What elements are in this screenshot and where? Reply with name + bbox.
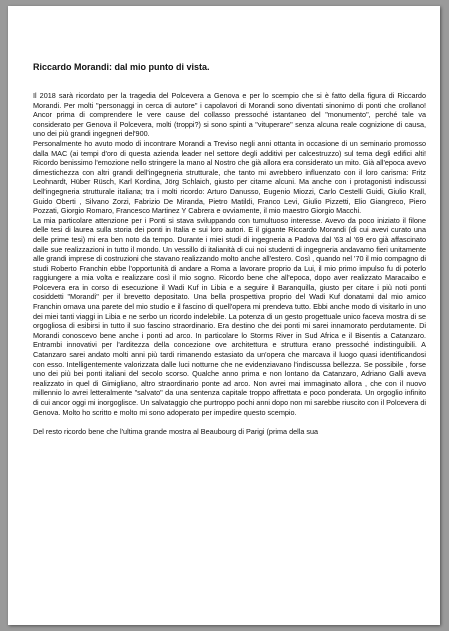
paragraph: Del resto ricordo bene che l'ultima grande mostra al Beaubourg di Parigi (prima della sua — [33, 427, 319, 437]
paragraph: La mia particolare attenzione per i Ponti si stava sviluppando con tumultuoso interesse. Avevo da poco iniziato il filone delle tesi di laurea sulla storia dei ponti in Italia e sui loro autori. E il gigante Riccardo Morandi (di cui avevi curato una delle prime tesi) mi era ben noto da tempo. Durante i miei studi di ingegneria a Padova dal '63 al '69 ero già affascinato dalle sue realizzazioni in tutto il mondo. Un vessillo di italianità di cui noi studenti di ingegneria andavamo fieri unitamente alle grandi imprese di costruzioni che stavano realizzando molto anche all'estero. Così , quando nel '70 il mio compagno di studi Roberto Franchin ebbe l'opportunità di andare a Roma a lavorare proprio da Lui, il mio primo impulso fu di poterlo raggiungere a mia volta e realizzare così il mio sogno. Ricordo bene che all'epoca, dopo aver realizzato Maracaibo e Polcevera era in corso di esecuzione il Wadi Kuf in Libia e a seguire il Baranquilla, giusto per citare i più noti ponti cosiddetti "Morandi" per il brevetto depositato. Una bella prospettiva proprio del Wadi Kuf donatami dal mio amico Franchin ornava una parete del mio studio e il fascino di quell'opera mi prendeva tutto. Ebbi anche modo di visitarlo in uno dei miei tanti viaggi in Libia e ne serbo un ricordo indelebile. La potenza di un gesto progettuale unico faceva mostra di se orgogliosa di esibirsi in tutto il suo fascino straordinario. Era destino che dei ponti mi sarei innamorato perdutamente. Di Morandi conoscevo bene anche i ponti ad arco. In particolare lo Storms River in Sud Africa e il Bisentis a Catanzaro. Entrambi innovativi per l'arditezza della concezione ove architettura e struttura erano pressoché indistinguibili. A Catanzaro sarei andato molti anni più tardi rimanendo estasiato da un'opera che marcava il luogo quasi identificandosi con esso. Intelligentemente valorizzata dalle luci notturne che ne evidenziavano l'indiscussa bellezza. Se possibile , forse uno dei più bei ponti italiani del secolo scorso. Qualche anno prima e non lontano da Catanzaro, Adriano Galli aveva realizzato in quel di Gimigliano, altro straordinario ponte ad arco. Non avrei mai immaginato allora , che con il nuovo millennio lo avrei letteralmente "salvato" da una sentenza capitale troppo affrettata e poco ponderata. Un orgoglio infinito di cui ancor oggi mi inorgoglisce. Un salvataggio che purtroppo pochi anni dopo non mi sarebbe riuscito con il Polcevera di Genova. Molto ho scritto e molto mi sono adoperato per impedire questo scempio. — [33, 215, 426, 417]
document-page — [8, 6, 440, 625]
paragraph: Personalmente ho avuto modo di incontrare Morandi a Treviso negli anni ottanta in occasione di un seminario promosso dalla MAC (ai tempi d'oro di questa azienda leader nel settore degli additivi per calcestruzzo) sul tema degli edifici alti! Ricordo benissimo l'emozione nello stringere la mano al Nostro che già allora era considerato un mito. Già all'epoca avevo dimestichezza con altri grandi dell'ingegneria strutturale, che tanto mi avrebbero influenzato con il loro carisma: Fritz Leohnardt, Hüber Rüsch, Karl Kordina, Jörg Schlaich, giusto per citarne alcuni. Ma anche con i protagonisti indiscussi dell'ingegneria strutturale italiana; tra i molti ricordo: Arturo Danusso, Eugenio Miozzi, Carlo Cestelli Guidi, Giulio Krall, Guido Oberti , Silvano Zorzi, Fabrizio De Miranda, Pietro Matildi, Franco Levi, Giulio Pizzetti, Elio Giangreco, Piero Pozzati, Giorgio Romaro, Francesco Martinez Y Cabrera e ovviamente, il mio maestro Giorgio Macchi. — [33, 138, 426, 216]
document-title: Riccardo Morandi: dal mio punto di vista. — [33, 62, 210, 72]
paragraph: Il 2018 sarà ricordato per la tragedia del Polcevera a Genova e per lo scempio che si è fatto della figura di Riccardo Morandi. Per molti "personaggi in cerca di autore" i capolavori di Morandi sono diventati sinonimo di ponti che crollano! Ancor prima di comprendere le vere cause del collasso pressoché istantaneo del "monumento", perché tale va considerato per Genova il Polcevera, molti (troppi?) si sono spinti a "vituperare" senza alcuna reale cognizione di causa, uno dei più grandi ingegneri del'900. — [33, 91, 426, 139]
document-body — [33, 62, 426, 437]
